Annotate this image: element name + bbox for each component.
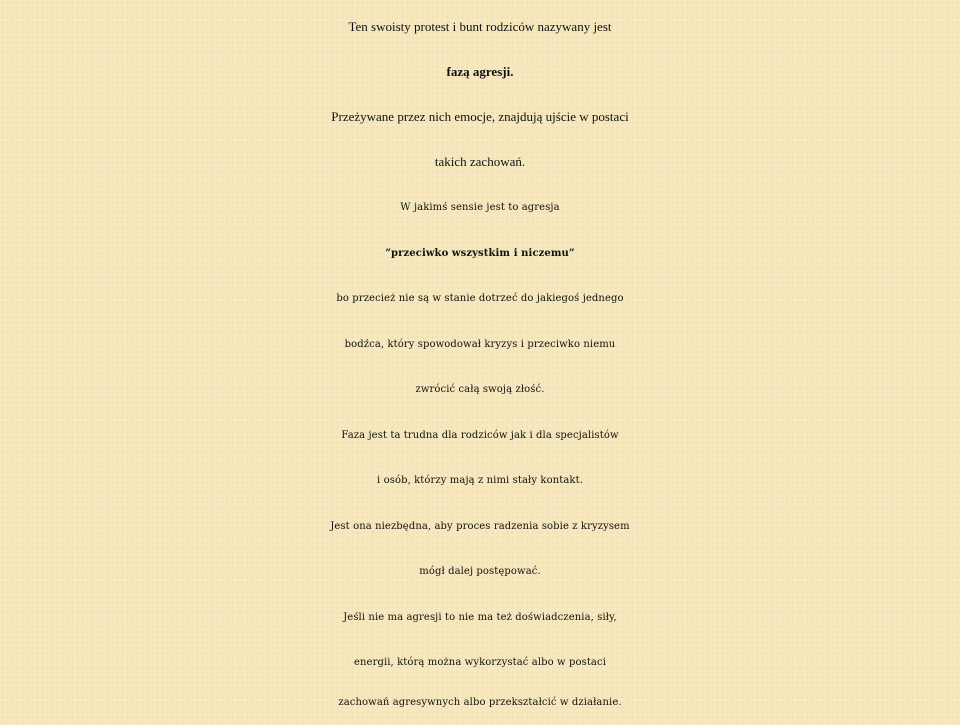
text-line-9: zwrócić całą swoją złość. <box>415 384 545 395</box>
text-line-14: Jeśli nie ma agresji to nie ma też doświadczenia, siły, <box>343 612 617 623</box>
text-line-13: mógł dalej postępować. <box>419 566 541 577</box>
text-line-4: takich zachowań. <box>434 154 526 169</box>
text-line-5: W jakimś sensie jest to agresja <box>400 202 560 213</box>
text-line-10: Faza jest ta trudna dla rodziców jak i dla specjalistów <box>341 430 619 441</box>
text-line-1: Ten swoisty protest i bunt rodziców nazywany jest <box>348 19 612 34</box>
text-line-8: bodźca, który spowodował kryzys i przeciwko niemu <box>344 339 616 350</box>
text-line-6-emphasis: ”przeciwko wszystkim i niczemu” <box>385 248 575 259</box>
text-line-7: bo przecież nie są w stanie dotrzeć do jakiegoś jednego <box>336 293 624 304</box>
text-line-15: energii, którą można wykorzystać albo w postaci <box>354 657 606 668</box>
text-line-3: Przeżywane przez nich emocje, znajdują ujście w postaci <box>331 109 629 124</box>
text-line-2-emphasis: fazą agresji. <box>446 64 514 79</box>
text-line-12: Jest ona niezbędna, aby proces radzenia sobie z kryzysem <box>330 521 630 532</box>
text-line-11: i osób, którzy mają z nimi stały kontakt. <box>377 475 583 486</box>
text-line-16: zachowań agresywnych albo przekształcić w działanie. <box>338 697 622 708</box>
